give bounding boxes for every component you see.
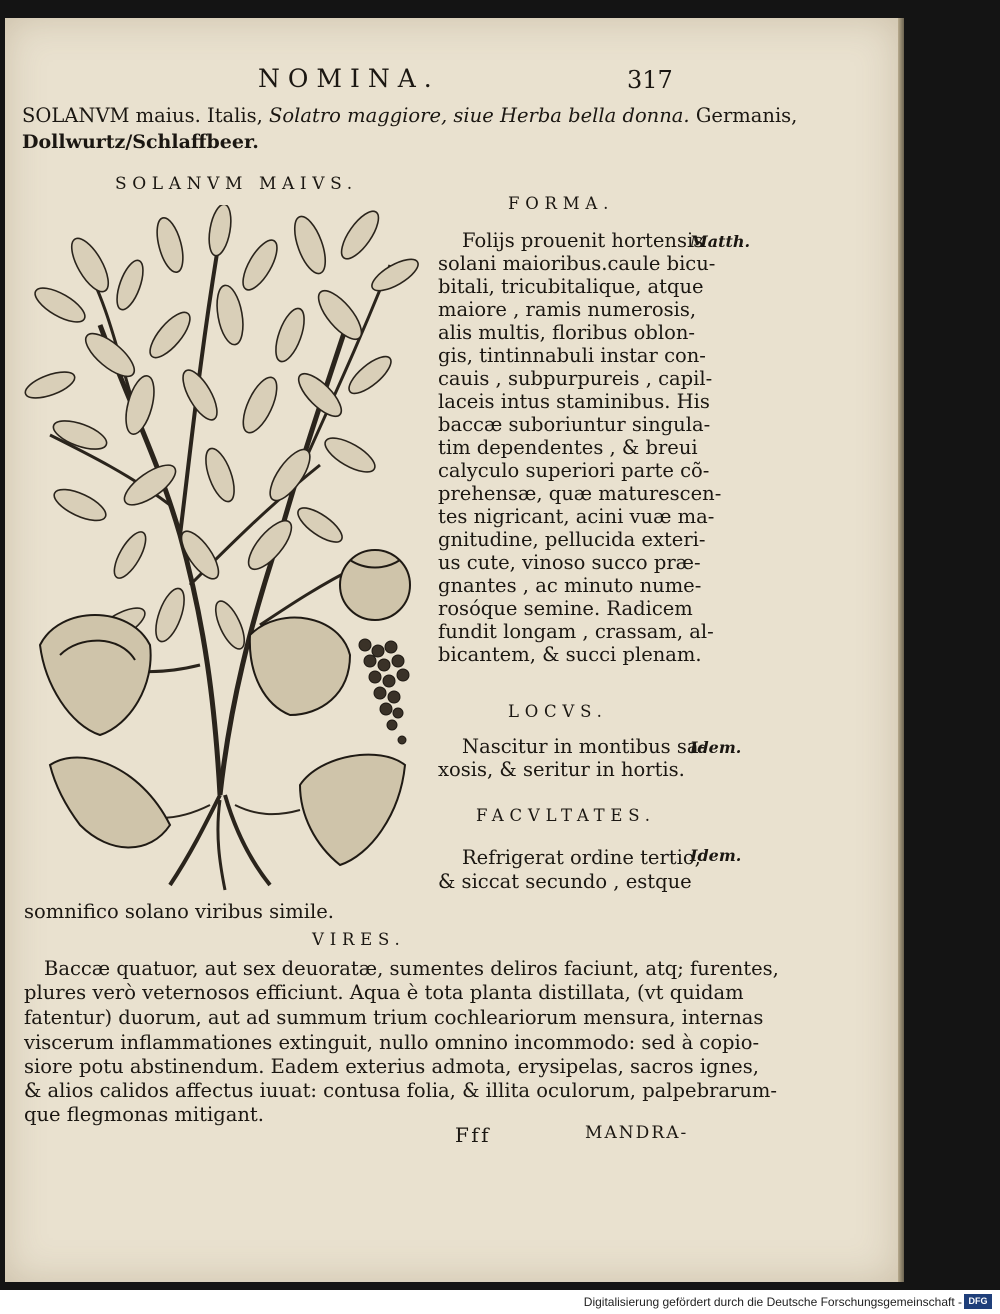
forma-line: gnantes , ac minuto nume- xyxy=(438,574,702,597)
facultates-margin-note: Idem. xyxy=(690,846,742,865)
nomina-tail: Germanis, xyxy=(689,104,798,127)
running-head: NOMINA. xyxy=(258,64,440,93)
forma-line: fundit longam , crassam, al- xyxy=(438,620,714,643)
solanum-woodcut-illustration xyxy=(20,205,440,895)
forma-line: us cute, vinoso succo præ- xyxy=(438,551,701,574)
forma-line: tim dependentes , & breui xyxy=(438,436,698,459)
facultates-line: Refrigerat ordine tertio, xyxy=(462,846,701,869)
forma-margin-note: Matth. xyxy=(690,232,751,251)
locus-heading: LOCVS. xyxy=(508,702,608,721)
page-number: 317 xyxy=(627,66,673,94)
forma-line: baccæ suboriuntur singula- xyxy=(438,413,711,436)
page-edge-shadow xyxy=(898,18,904,1282)
forma-line: prehensæ, quæ maturescen- xyxy=(438,482,722,505)
signature-mark: Fff xyxy=(455,1123,491,1147)
facultates-line: & siccat secundo , estque xyxy=(438,870,692,893)
forma-line: bitali, tricubitalique, atque xyxy=(438,275,704,298)
locus-line: xosis, & seritur in hortis. xyxy=(438,758,685,781)
vires-line: plures verò veternosos efficiunt. Aqua è tota planta distillata, (vt quidam xyxy=(24,981,744,1004)
nomina-line-2: Dollwurtz/Schlaffbeer. xyxy=(22,131,259,153)
locus-line: Nascitur in montibus sa- xyxy=(462,735,706,758)
digitization-credit: Digitalisierung gefördert durch die Deutsche Forschungsgemeinschaft - xyxy=(583,1295,962,1309)
figure-caption: SOLANVM MAIVS. xyxy=(115,174,358,194)
forma-line: cauis , subpurpureis , capil- xyxy=(438,367,713,390)
forma-line: alis multis, floribus oblon- xyxy=(438,321,695,344)
vires-line: viscerum inflammationes extinguit, nullo omnino incommodo: sed à copio- xyxy=(24,1031,760,1054)
vires-line: Baccæ quatuor, aut sex deuoratæ, sumentes deliros faciunt, atq; furentes, xyxy=(44,957,779,980)
vires-line: fatentur) duorum, aut ad summum trium cochleariorum mensura, internas xyxy=(24,1006,764,1029)
vires-line: & alios calidos affectus iuuat: contusa folia, & illita oculorum, palpebrarum- xyxy=(24,1079,777,1102)
facultates-continuation: somnifico solano viribus simile. xyxy=(24,900,335,923)
nomina-lead: SOLANVM maius. Italis, xyxy=(22,104,270,127)
forma-line: calyculo superiori parte cõ- xyxy=(438,459,710,482)
vires-heading: VIRES. xyxy=(312,930,406,949)
forma-line: tes nigricant, acini vuæ ma- xyxy=(438,505,715,528)
forma-heading: FORMA. xyxy=(508,194,615,213)
forma-line: gnitudine, pellucida exteri- xyxy=(438,528,706,551)
forma-line: solani maioribus.caule bicu- xyxy=(438,252,716,275)
forma-line: bicantem, & succi plenam. xyxy=(438,643,702,666)
forma-line: Folijs prouenit hortensis xyxy=(462,229,704,252)
nomina-italic: Solatro maggiore, siue Herba bella donna. xyxy=(269,104,690,127)
catchword: MANDRA- xyxy=(585,1123,689,1143)
forma-line: rosóque semine. Radicem xyxy=(438,597,693,620)
forma-line: gis, tintinnabuli instar con- xyxy=(438,344,706,367)
nomina-line-1 xyxy=(22,104,797,127)
vires-line: que flegmonas mitigant. xyxy=(24,1103,264,1126)
facultates-heading: FACVLTATES. xyxy=(476,806,656,825)
forma-line: laceis intus staminibus. His xyxy=(438,390,710,413)
forma-line: maiore , ramis numerosis, xyxy=(438,298,697,321)
dfg-logo: DFG xyxy=(964,1294,992,1309)
vires-line: siore potu abstinendum. Eadem exterius admota, erysipelas, sacros ignes, xyxy=(24,1055,759,1078)
locus-margin-note: Idem. xyxy=(690,738,742,757)
